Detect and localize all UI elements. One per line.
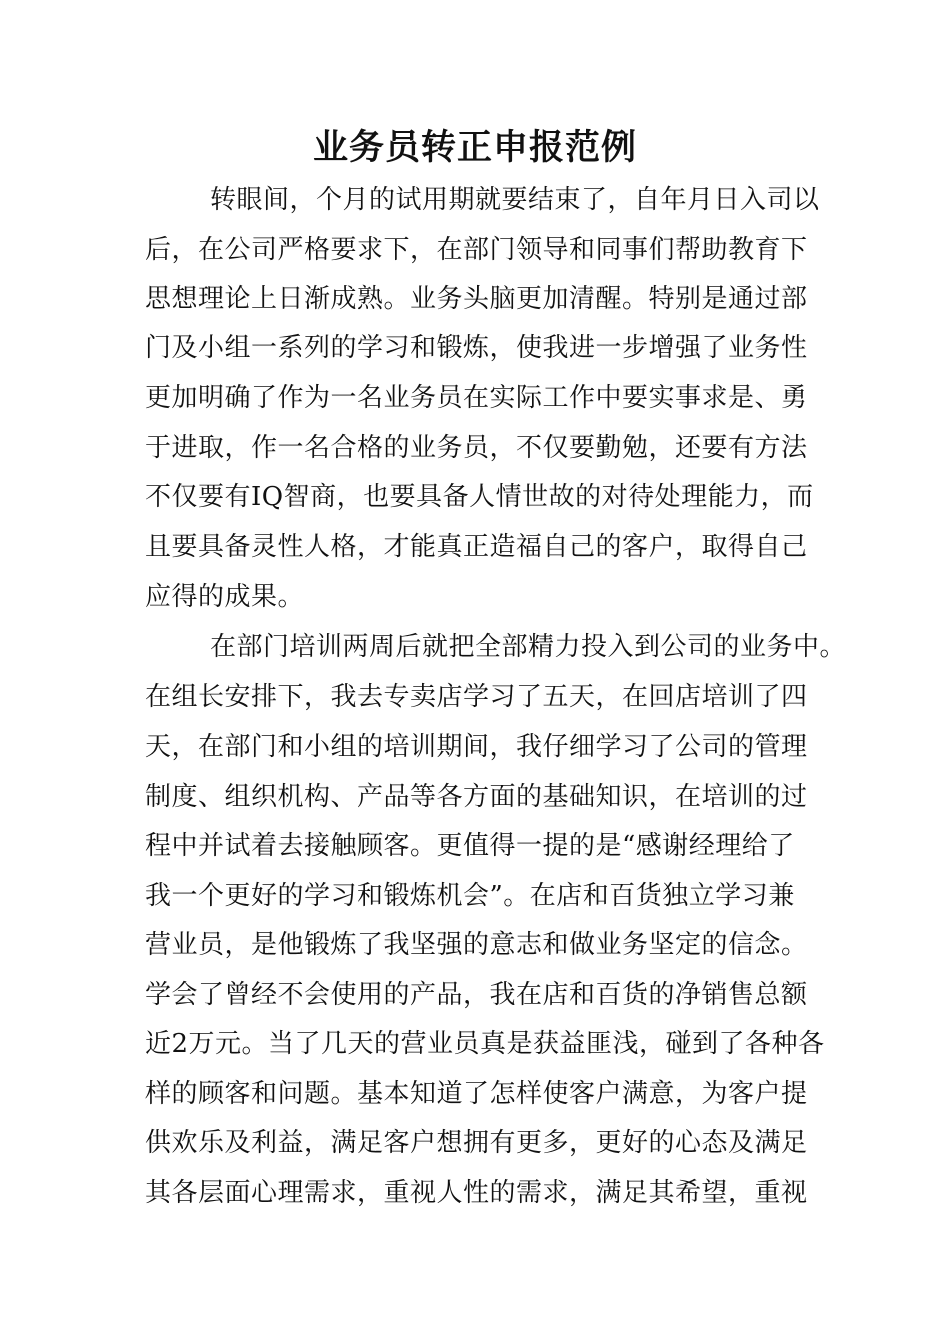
paragraph-line: 制度、组织机构、产品等各方面的基础知识，在培训的过 [145, 782, 808, 812]
paragraph-line: 程中并试着去接触顾客。更值得一提的是“感谢经理给了 [145, 831, 795, 861]
paragraph-line: 其各层面心理需求，重视人性的需求，满足其希望，重视 [145, 1178, 808, 1208]
paragraph-line: 营业员，是他锻炼了我坚强的意志和做业务坚定的信念。 [145, 930, 808, 960]
paragraph-line: 样的顾客和问题。基本知道了怎样使客户满意，为客户提 [145, 1079, 808, 1109]
paragraph-line: 应得的成果。 [145, 582, 305, 612]
paragraph-line: 我一个更好的学习和锻炼机会”。在店和百货独立学习兼 [145, 881, 795, 911]
paragraph-line: 于进取，作一名合格的业务员，不仅要勤勉，还要有方法 [145, 433, 808, 463]
paragraph-line: 思想理论上日渐成熟。业务头脑更加清醒。特别是通过部 [145, 284, 808, 314]
paragraph-line: 更加明确了作为一名业务员在实际工作中要实事求是、勇 [145, 383, 808, 413]
paragraph-line: 学会了曾经不会使用的产品，我在店和百货的净销售总额 [145, 980, 808, 1010]
paragraph-line: 不仅要有IQ智商，也要具备人情世故的对待处理能力，而 [145, 482, 814, 512]
paragraph-line: 在部门培训两周后就把全部精力投入到公司的业务中。 [210, 632, 847, 662]
paragraph-line: 后，在公司严格要求下，在部门领导和同事们帮助教育下 [145, 235, 808, 265]
paragraph-line: 且要具备灵性人格，才能真正造福自己的客户，取得自己 [145, 532, 808, 562]
document-title: 业务员转正申报范例 [312, 128, 637, 168]
paragraph-line: 门及小组一系列的学习和锻炼，使我进一步增强了业务性 [145, 333, 808, 363]
paragraph-line: 近2万元。当了几天的营业员真是获益匪浅，碰到了各种各 [145, 1029, 825, 1059]
paragraph-line: 天，在部门和小组的培训期间，我仔细学习了公司的管理 [145, 732, 808, 762]
paragraph-line: 供欢乐及利益，满足客户想拥有更多，更好的心态及满足 [145, 1128, 808, 1158]
paragraph-line: 在组长安排下，我去专卖店学习了五天，在回店培训了四 [145, 682, 808, 712]
paragraph-line: 转眼间，个月的试用期就要结束了，自年月日入司以 [210, 185, 820, 215]
